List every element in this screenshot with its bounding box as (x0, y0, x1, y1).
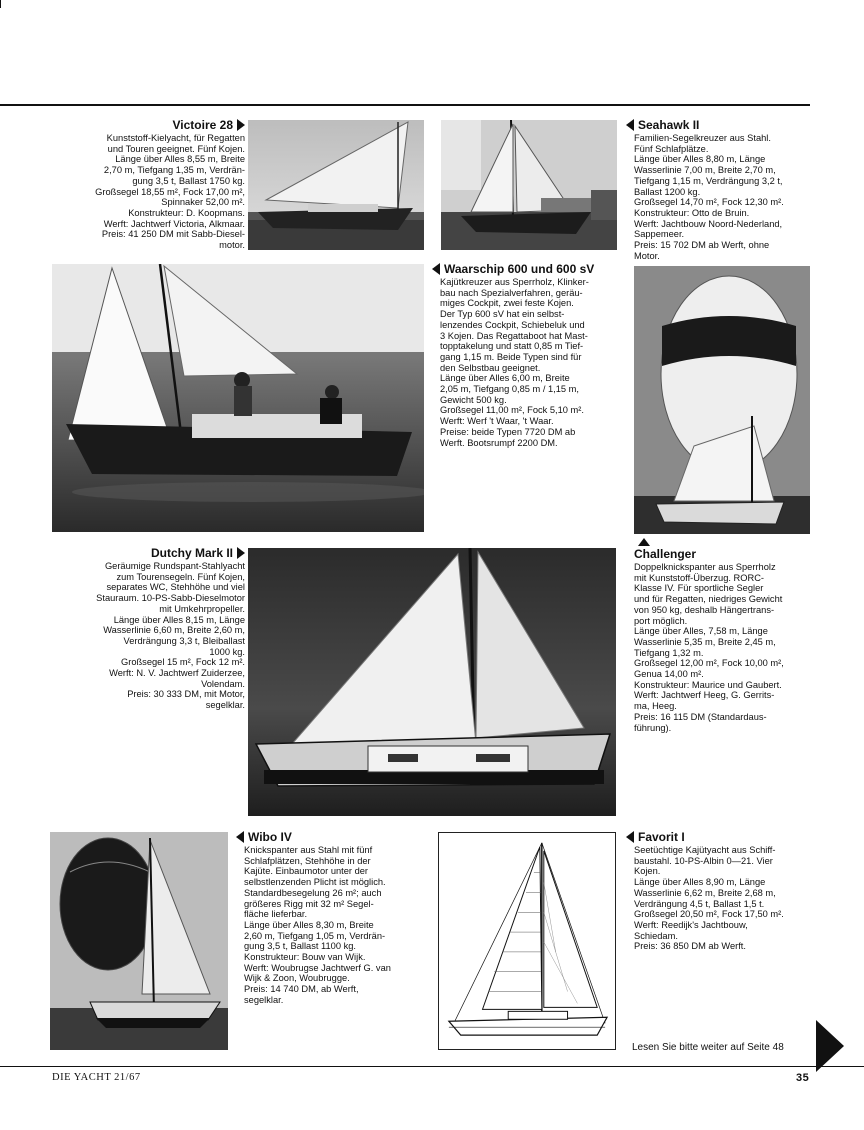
entry-body (432, 277, 628, 448)
entry-text-line: miges Cockpit, zwei feste Kojen. (440, 298, 574, 309)
entry-text-line: Wasserlinie 5,35 m, Breite 2,45 m, (634, 636, 776, 647)
entry-text-line: Großsegel 11,00 m², Fock 5,10 m². (440, 405, 584, 416)
entry-text-line: Konstrukteur: Bouw van Wijk. (244, 952, 366, 963)
entry-text-line: Gewicht 500 kg. (440, 394, 507, 405)
entry-text-line: von 950 kg, deshalb Hängertrans- (634, 604, 775, 615)
entry-text-line: Sappemeer. (634, 229, 685, 240)
entry-seahawk-2 (626, 118, 821, 261)
photo-wibo-4 (50, 832, 228, 1050)
entry-text-line: Werft: Jachtwerf Victoria, Alkmaar. (103, 218, 245, 229)
entry-text-line: lenzendes Cockpit, Schiebeluk und (440, 319, 585, 330)
entry-text-line: Länge über Alles 8,15 m, Länge (113, 614, 245, 625)
photo-challenger (634, 266, 810, 534)
entry-text-line: Werft: Woubrugse Jachtwerf G. van (244, 962, 391, 973)
entry-text-line: Schiedam. (634, 930, 678, 941)
entry-text-line: Kojen. (634, 866, 661, 877)
entry-text-line: selbstlenzenden Plicht ist möglich. (244, 877, 386, 888)
entry-text-line: Werft: Reedijk's Jachtbouw, (634, 919, 748, 930)
footer-rule (0, 1066, 864, 1067)
entry-text-line: mit Kunststoff-Überzug. RORC- (634, 572, 765, 583)
entry-text-line: Großsegel 15 m², Fock 12 m². (121, 657, 245, 668)
entry-text-line: Konstrukteur: Otto de Bruin. (634, 207, 750, 218)
photo-waarschip-600 (52, 264, 424, 532)
entry-text-line: Preis: 15 702 DM ab Werft, ohne (634, 240, 770, 251)
entry-text-line: fläche lieferbar. (244, 909, 308, 920)
continue-note: Lesen Sie bitte weiter auf Seite 48 (632, 1042, 784, 1053)
arrow-left-icon (626, 831, 634, 843)
entry-text-line: Länge über Alles, 7,58 m, Länge (634, 626, 768, 637)
entry-text-line: gang 1,15 m. Beide Typen sind für (440, 351, 582, 362)
entry-text-line: bau nach Spezialverfahren, geräu- (440, 287, 583, 298)
entry-text-line: Familien-Segelkreuzer aus Stahl. (634, 133, 771, 143)
entry-title: Wibo IV (248, 830, 292, 844)
entry-text-line: Fünf Schlafplätze. (634, 143, 709, 154)
arrow-right-icon (237, 119, 245, 131)
entry-victoire-28 (50, 118, 245, 251)
photo-dutchy-mark-2 (248, 548, 616, 816)
entry-body (634, 562, 834, 733)
photo-victoire-28 (248, 120, 424, 250)
entry-title: Waarschip 600 und 600 sV (444, 262, 595, 276)
entry-text-line: Werft: Jachtwerf Heeg, G. Gerrits- (634, 690, 775, 701)
entry-text-line: Ballast 1200 kg. (634, 186, 701, 197)
entry-title: Victoire 28 (172, 118, 233, 132)
entry-text-line: Länge über Alles 8,90 m, Länge (634, 877, 766, 888)
entry-text-line: Knickspanter aus Stahl mit fünf (244, 845, 373, 855)
entry-text-line: 3 Kojen. Das Regattaboot hat Mast- (440, 330, 588, 341)
entry-text-line: 2,05 m, Tiefgang 0,85 m / 1,15 m, (440, 384, 580, 395)
entry-text-line: Verdrängung 4,5 t, Ballast 1,5 t. (634, 898, 765, 909)
entry-text-line: baustahl. 10-PS-Albin 0—21. Vier (634, 855, 773, 866)
entry-text-line: Standardbesegelung 26 m²; auch (244, 887, 382, 898)
entry-body (236, 845, 426, 1006)
entry-text-line: 2,60 m, Tiefgang 1,05 m, Verdrän- (244, 930, 386, 941)
arrow-left-icon (626, 119, 634, 131)
entry-body (626, 845, 826, 952)
entry-text-line: Großsegel 20,50 m², Fock 17,50 m². (634, 909, 784, 920)
entry-text-line: Wasserlinie 6,60 m, Breite 2,60 m, (103, 625, 245, 636)
entry-text-line: Wasserlinie 6,62 m, Breite 2,68 m, (634, 887, 776, 898)
entry-text-line: Wasserlinie 7,00 m, Breite 2,70 m, (634, 165, 776, 176)
entry-text-line: segelklar. (244, 994, 284, 1005)
entry-dutchy-mark-2 (50, 546, 245, 711)
entry-text-line: Preis: 16 115 DM (Standardaus- (634, 711, 767, 722)
entry-text-line: Schlafplätzen, Stehhöhe in der (244, 855, 371, 866)
entry-challenger (634, 538, 834, 733)
entry-body (50, 561, 245, 711)
entry-title: Dutchy Mark II (150, 546, 233, 560)
entry-waarschip-600 (432, 262, 628, 448)
entry-text-line: und Touren geeignet. Fünf Kojen. (107, 143, 245, 154)
footer-publication: DIE YACHT 21/67 (52, 1072, 141, 1083)
entry-text-line: Preis: 30 333 DM, mit Motor, (127, 689, 245, 700)
entry-text-line: Kajüte. Einbaumotor unter der (244, 866, 369, 877)
entry-text-line: Preis: 36 850 DM ab Werft. (634, 941, 746, 952)
header-rule (0, 104, 810, 106)
entry-text-line: Der Typ 600 sV hat ein selbst- (440, 309, 565, 320)
entry-text-line: port möglich. (634, 615, 688, 626)
entry-text-line: Werft: Werf 't Waar, 't Waar. (440, 416, 554, 427)
page-number: 35 (796, 1072, 810, 1084)
entry-text-line: ma, Heeg. (634, 701, 677, 712)
photo-seahawk-2 (441, 120, 617, 250)
entry-text-line: Wijk & Zoon, Woubrugge. (244, 973, 350, 984)
entry-text-line: topptakelung und statt 0,85 m Tief- (440, 341, 584, 352)
entry-title: Seahawk II (638, 118, 700, 132)
entry-text-line: Länge über Alles 6,00 m, Breite (440, 373, 570, 384)
entry-text-line: Tiefgang 1,15 m, Verdrängung 3,2 t, (634, 175, 783, 186)
entry-text-line: gung 3,5 t, Ballast 1750 kg. (132, 175, 245, 186)
entry-text-line: Preis: 14 740 DM, ab Werft, (244, 984, 359, 995)
entry-title: Challenger (634, 547, 697, 561)
entry-wibo-4 (236, 830, 426, 1006)
entry-text-line: Werft. Bootsrumpf 2200 DM. (440, 437, 558, 448)
arrow-right-icon (237, 547, 245, 559)
entry-title: Favorit I (638, 830, 685, 844)
entry-text-line: Kajütkreuzer aus Sperrholz, Klinker- (440, 277, 589, 287)
entry-text-line: Werft: N. V. Jachtwerf Zuiderzee, (109, 668, 245, 679)
entry-text-line: Verdrängung 3,3 t, Bleiballast (123, 635, 245, 646)
arrow-up-icon (638, 538, 650, 546)
entry-text-line: größeres Rigg mit 32 m² Segel- (244, 898, 374, 909)
arrow-left-icon (432, 263, 440, 275)
entry-text-line: Konstrukteur: D. Koopmans. (128, 207, 245, 218)
entry-favorit-1 (626, 830, 826, 952)
entry-text-line: Spinnaker 52,00 m². (161, 197, 245, 208)
entry-text-line: Geräumige Rundspant-Stahlyacht (104, 561, 245, 571)
entry-text-line: zum Tourensegeln. Fünf Kojen, (116, 571, 245, 582)
entry-text-line: Großsegel 18,55 m², Fock 17,00 m², (95, 186, 245, 197)
entry-text-line: Länge über Alles 8,55 m, Breite (115, 154, 245, 165)
entry-text-line: Doppelknickspanter aus Sperrholz (634, 562, 776, 572)
entry-text-line: Kunststoff-Kielyacht, für Regatten (106, 133, 245, 143)
entry-text-line: mit Umkehrpropeller. (159, 603, 245, 614)
entry-text-line: 1000 kg. (209, 646, 245, 657)
entry-text-line: segelklar. (205, 700, 245, 711)
entry-text-line: Länge über Alles 8,30 m, Breite (244, 919, 374, 930)
entry-text-line: führung). (634, 722, 672, 733)
drawing-favorit-1 (438, 832, 616, 1050)
entry-text-line: Großsegel 12,00 m², Fock 10,00 m², (634, 658, 784, 669)
entry-text-line: 2,70 m, Tiefgang 1,35 m, Verdrän- (103, 165, 245, 176)
entry-text-line: motor. (219, 240, 245, 251)
entry-text-line: Länge über Alles 8,80 m, Länge (634, 154, 766, 165)
entry-text-line: Motor. (634, 250, 660, 261)
entry-text-line: und für Regatten, niedriges Gewicht (634, 594, 783, 605)
entry-body (626, 133, 821, 261)
entry-text-line: Tiefgang 1,32 m. (634, 647, 704, 658)
entry-text-line: den Selbstbau geeignet. (440, 362, 541, 373)
entry-text-line: Stauraum. 10-PS-Sabb-Dieselmotor (96, 593, 245, 604)
entry-text-line: Klasse IV. Für sportliche Segler (634, 583, 764, 594)
entry-text-line: Seetüchtige Kajütyacht aus Schiff- (634, 845, 776, 855)
entry-text-line: Werft: Jachtbouw Noord-Nederland, (634, 218, 783, 229)
arrow-left-icon (236, 831, 244, 843)
entry-text-line: Großsegel 14,70 m², Fock 12,30 m². (634, 197, 784, 208)
entry-text-line: Volendam. (201, 678, 245, 689)
entry-text-line: gung 3,5 t, Ballast 1100 kg. (244, 941, 356, 952)
corner-mark-top-left (0, 0, 1, 8)
continue-arrow-icon (816, 1020, 844, 1072)
entry-body (50, 133, 245, 251)
entry-text-line: Genua 14,00 m². (634, 669, 704, 680)
entry-text-line: Preise: beide Typen 7720 DM ab (440, 426, 576, 437)
entry-text-line: Konstrukteur: Maurice und Gaubert. (634, 679, 782, 690)
entry-text-line: Preis: 41 250 DM mit Sabb-Diesel- (101, 229, 245, 240)
entry-text-line: separates WC, Stehhöhe und viel (106, 582, 245, 593)
